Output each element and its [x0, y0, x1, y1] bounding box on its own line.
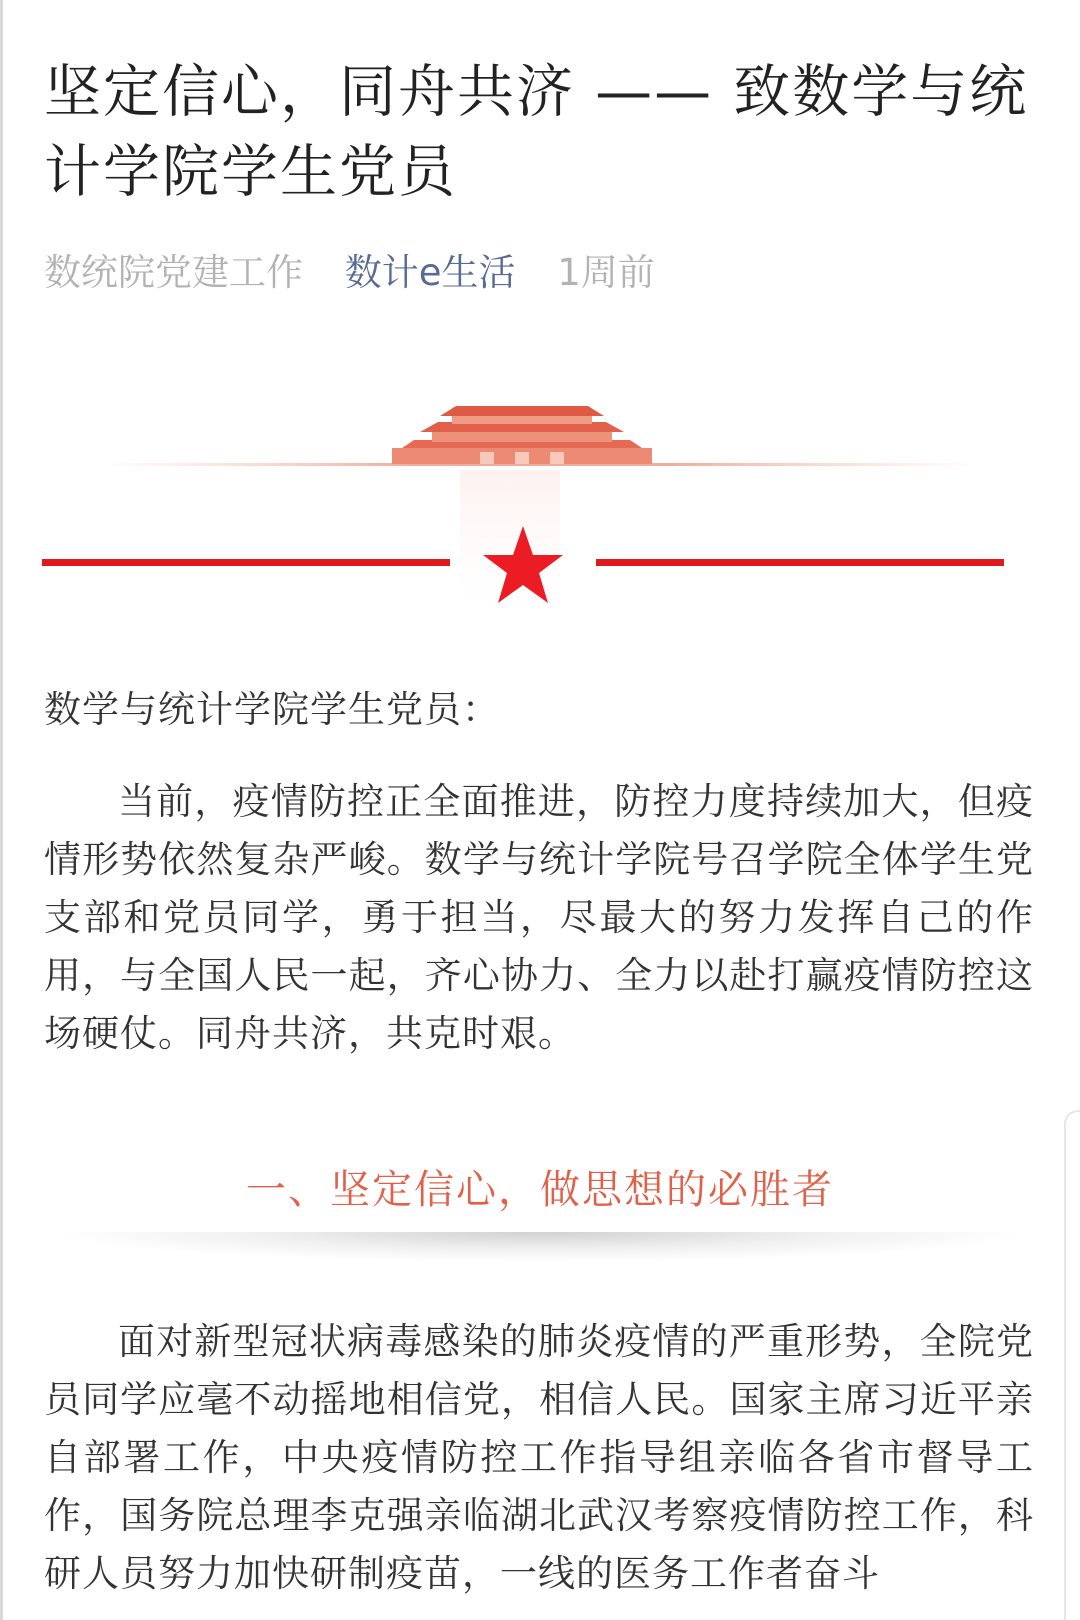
right-red-rule — [596, 559, 1004, 566]
screen-edge — [0, 0, 3, 1620]
left-red-rule — [42, 559, 450, 566]
article-title: 坚定信心，同舟共济 —— 致数学与统计学院学生党员 — [44, 59, 1029, 205]
article-meta — [44, 248, 685, 298]
paragraph: 面对新型冠状病毒感染的肺炎疫情的严重形势，全院党员同学应毫不动摇地相信党，相信人民。国家主席习近平亲自部署工作，中央疫情防控工作指导组亲临各省市督导工作，国务院总理李克强亲临湖北武汉考察疫情防控工作，科研人员努力加快研制疫苗，一线的医务工作者奋斗 — [44, 1320, 1034, 1595]
account-link[interactable]: 数计e生活 — [344, 251, 516, 294]
section-heading: 一、坚定信心，做思想的必胜者 — [246, 1167, 834, 1213]
paragraph: 当前，疫情防控正全面推进，防控力度持续加大，但疫情形势依然复杂严峻。数学与统计学院号召学院全体学生党支部和党员同学，勇于担当，尽最大的努力发挥自己的作用，与全国人民一起，齐心协力、全力以赴打赢疫情防控这场硬仗。同舟共济，共克时艰。 — [44, 780, 1034, 1055]
tiananmen-gate-icon — [392, 406, 652, 464]
section-divider-shadow — [40, 1232, 1040, 1262]
publish-time: 1周前 — [557, 251, 655, 294]
decorative-banner — [40, 400, 1040, 630]
author-name: 数统院党建工作 — [44, 251, 303, 294]
salutation: 数学与统计学院学生党员： — [44, 688, 500, 731]
banner-graphic — [40, 400, 1040, 630]
scroll-indicator[interactable] — [1064, 1110, 1080, 1620]
